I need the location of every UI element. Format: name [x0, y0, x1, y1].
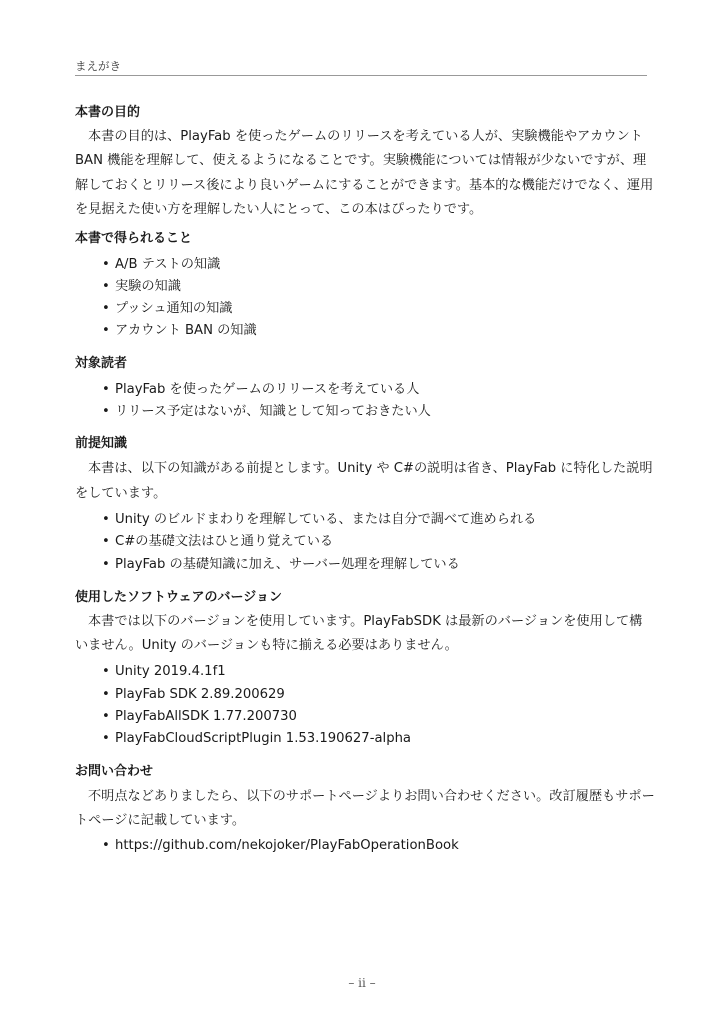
list-item: • Unity のビルドまわりを理解している、または自分で調べて進められる [102, 510, 536, 530]
list-item: • 実験の知識 [102, 277, 181, 297]
support-link[interactable]: https://github.com/nekojoker/PlayFabOperationBook [115, 838, 459, 853]
list-item: • PlayFabAllSDK 1.77.200730 [102, 707, 297, 727]
paragraph-line: 本書は、以下の知識がある前提とします。Unity や C#の説明は省き、PlayFab に特化した説明 [88, 461, 653, 476]
paragraph-line: 本書の目的は、PlayFab を使ったゲームのリリースを考えている人が、実験機能やアカウント [88, 129, 643, 144]
list-item: • PlayFab を使ったゲームのリリースを考えている人 [102, 380, 419, 400]
list-item: • プッシュ通知の知識 [102, 299, 233, 319]
list-item: • PlayFab の基礎知識に加え、サーバー処理を理解している [102, 555, 460, 575]
header-rule [75, 75, 647, 76]
section-heading: 本書で得られること [75, 231, 193, 246]
support-link-item[interactable] [102, 836, 459, 856]
paragraph-line: トページに記載しています。 [75, 813, 246, 828]
list-item: • PlayFab SDK 2.89.200629 [102, 685, 285, 705]
paragraph-line: 本書では以下のバージョンを使用しています。PlayFabSDK は最新のバージョンを使用して構 [88, 614, 643, 629]
section-heading: 対象読者 [75, 356, 128, 371]
section-heading: 使用したソフトウェアのバージョン [75, 590, 282, 605]
list-item: • Unity 2019.4.1f1 [102, 662, 226, 682]
section-heading: 本書の目的 [75, 105, 141, 120]
running-header: まえがき [75, 59, 121, 73]
paragraph-line: BAN 機能を理解して、使えるようになることです。実験機能については情報が少ないですが、理 [75, 153, 647, 168]
list-item: • アカウント BAN の知識 [102, 321, 257, 341]
list-item: • C#の基礎文法はひと通り覚えている [102, 532, 333, 552]
section-heading: お問い合わせ [75, 764, 154, 779]
paragraph-line: 解しておくとリリース後により良いゲームにすることができます。基本的な機能だけでなく、運用 [75, 178, 654, 193]
list-item: • リリース予定はないが、知識として知っておきたい人 [102, 402, 431, 422]
paragraph-line: をしています。 [75, 486, 167, 501]
page-number: – ii – [348, 976, 376, 990]
list-item: • A/B テストの知識 [102, 255, 220, 275]
section-heading: 前提知識 [75, 436, 128, 451]
list-item: • PlayFabCloudScriptPlugin 1.53.190627-alpha [102, 729, 411, 749]
paragraph-line: いません。Unity のバージョンも特に揃える必要はありません。 [75, 638, 458, 653]
paragraph-line: 不明点などありましたら、以下のサポートページよりお問い合わせください。改訂履歴もサポー [88, 789, 655, 804]
paragraph-line: を見据えた使い方を理解したい人にとって、この本はぴったりです。 [75, 202, 483, 217]
